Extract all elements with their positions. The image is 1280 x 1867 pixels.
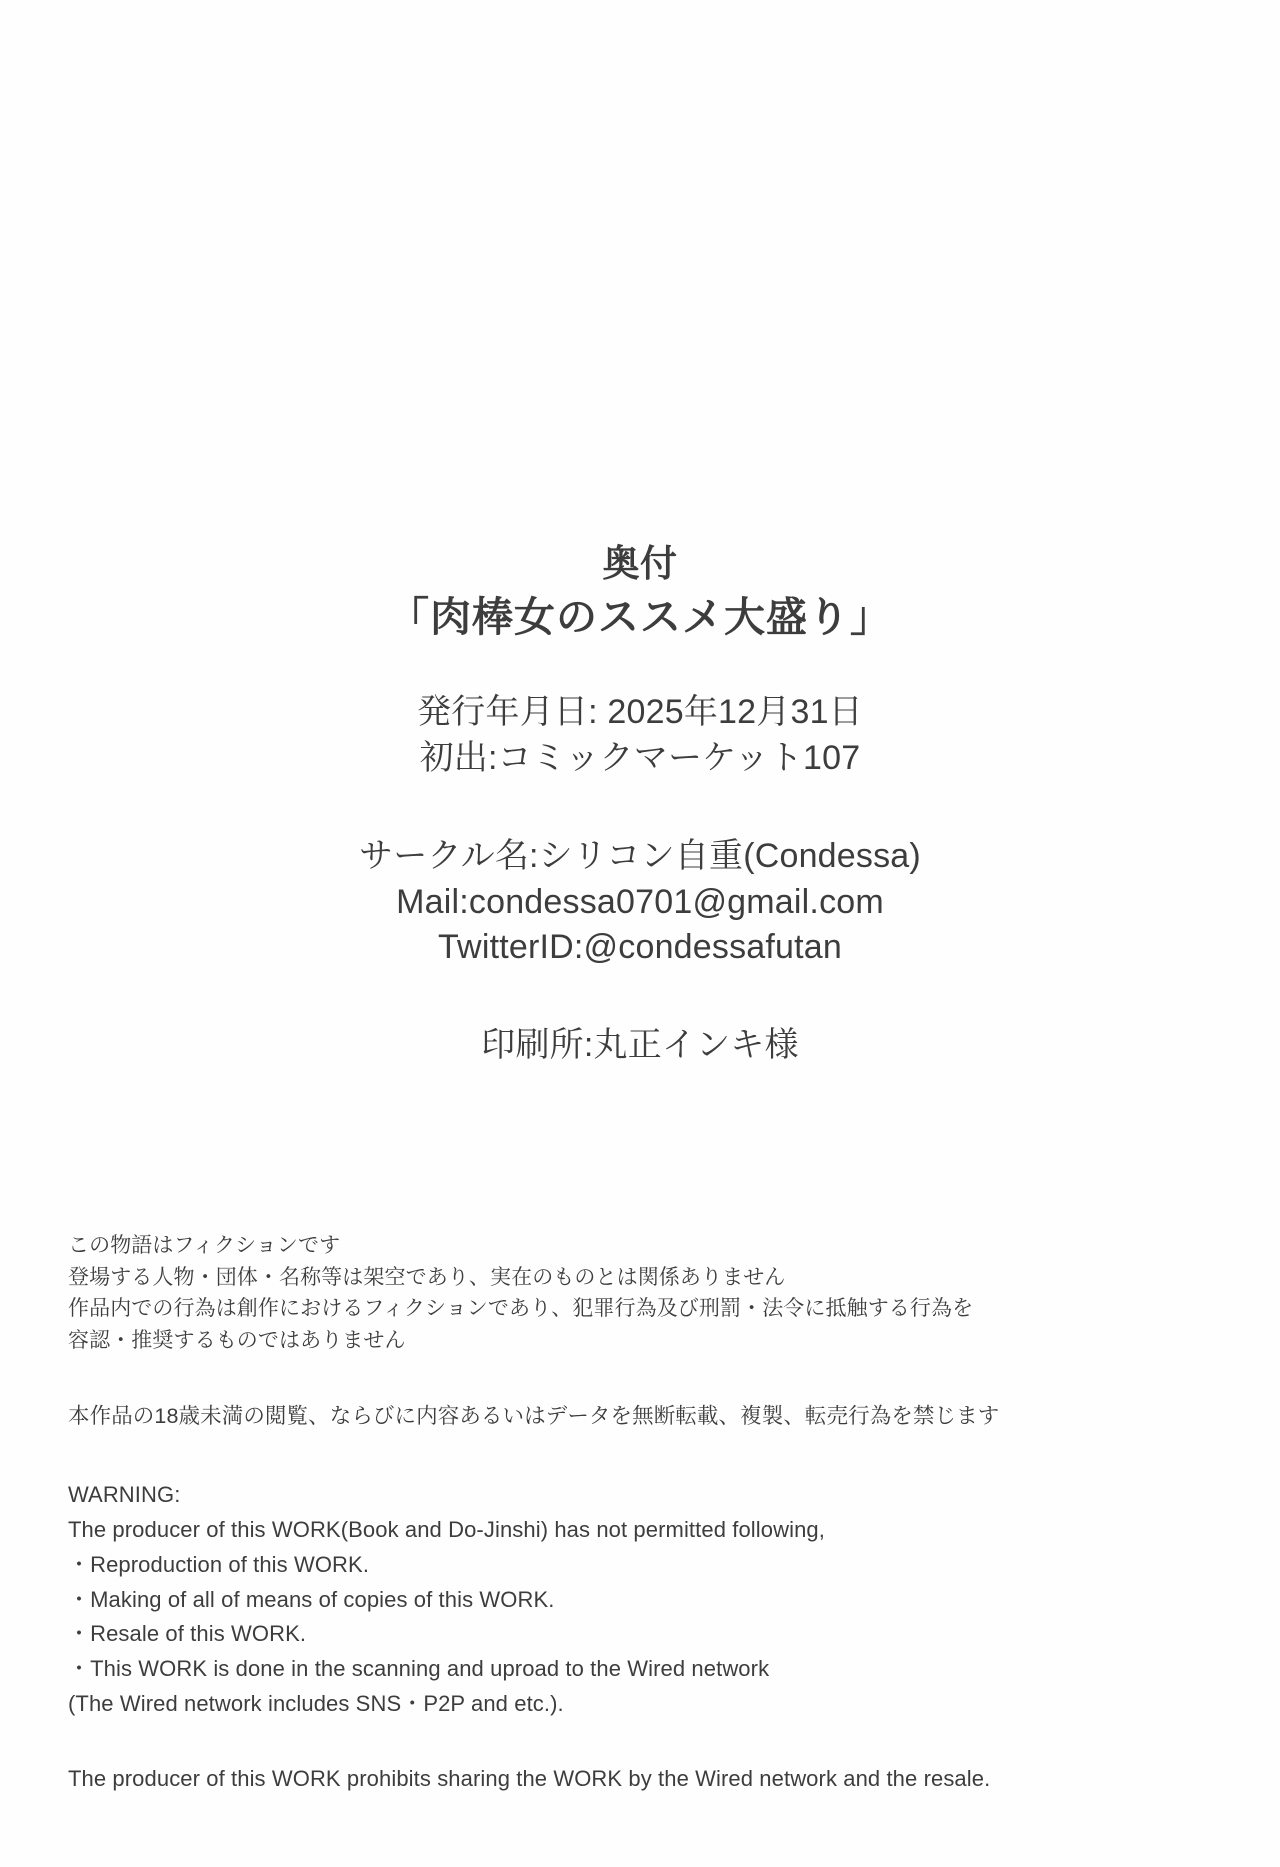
circle-twitter: TwitterID:@condessafutan — [437, 928, 843, 967]
printer-info — [0, 1023, 1280, 1069]
circle-name: サークル名:シリコン自重(Condessa) — [359, 836, 921, 875]
warning-line: (The Wired network includes SNS・P2P and etc.). — [68, 1690, 564, 1716]
warning-label: WARNING: — [68, 1482, 181, 1508]
colophon-block — [0, 540, 1280, 1069]
circle-mail: Mail:condessa0701@gmail.com — [396, 882, 884, 921]
warning-line: ・Resale of this WORK. — [68, 1621, 307, 1647]
age-and-redistribution-notice: 本作品の18歳未満の閲覧、ならびに内容あるいはデータを無断転載、複製、転売行為を禁じます — [68, 1404, 1000, 1428]
warning-line: ・This WORK is done in the scanning and uproad to the Wired network — [68, 1656, 770, 1681]
warning-block — [68, 1478, 1218, 1721]
disclaimer-line: この物語はフィクションです — [68, 1234, 341, 1257]
warning-line: ・Making of all of means of copies of this WORK. — [68, 1586, 555, 1612]
warning-line: The producer of this WORK(Book and Do-Jinshi) has not permitted following, — [68, 1517, 825, 1542]
fineprint-section — [68, 1230, 1218, 1796]
disclaimer-line: 容認・推奨するものではありません — [68, 1328, 406, 1352]
disclaimer-line: 作品内での行為は創作におけるフィクションであり、犯罪行為及び刑罰・法令に抵触する行為を — [68, 1297, 974, 1320]
circle-info — [0, 834, 1280, 972]
first-appearance: 初出:コミックマーケット107 — [419, 738, 861, 777]
publication-info — [0, 690, 1280, 782]
colophon-heading: 奥付 — [602, 543, 678, 584]
disclaimer-japanese — [68, 1230, 1218, 1356]
closing-statement: The producer of this WORK prohibits sharing the WORK by the Wired network and the resale. — [68, 1765, 991, 1791]
disclaimer-line: 登場する人物・団体・名称等は架空であり、実在のものとは関係ありません — [68, 1265, 786, 1289]
publication-date: 発行年月日: 2025年12月31日 — [417, 692, 863, 731]
work-title: 「肉棒女のススメ大盛り」 — [388, 594, 892, 641]
warning-line: ・Reproduction of this WORK. — [68, 1551, 370, 1577]
printer-name: 印刷所:丸正インキ様 — [481, 1026, 799, 1065]
